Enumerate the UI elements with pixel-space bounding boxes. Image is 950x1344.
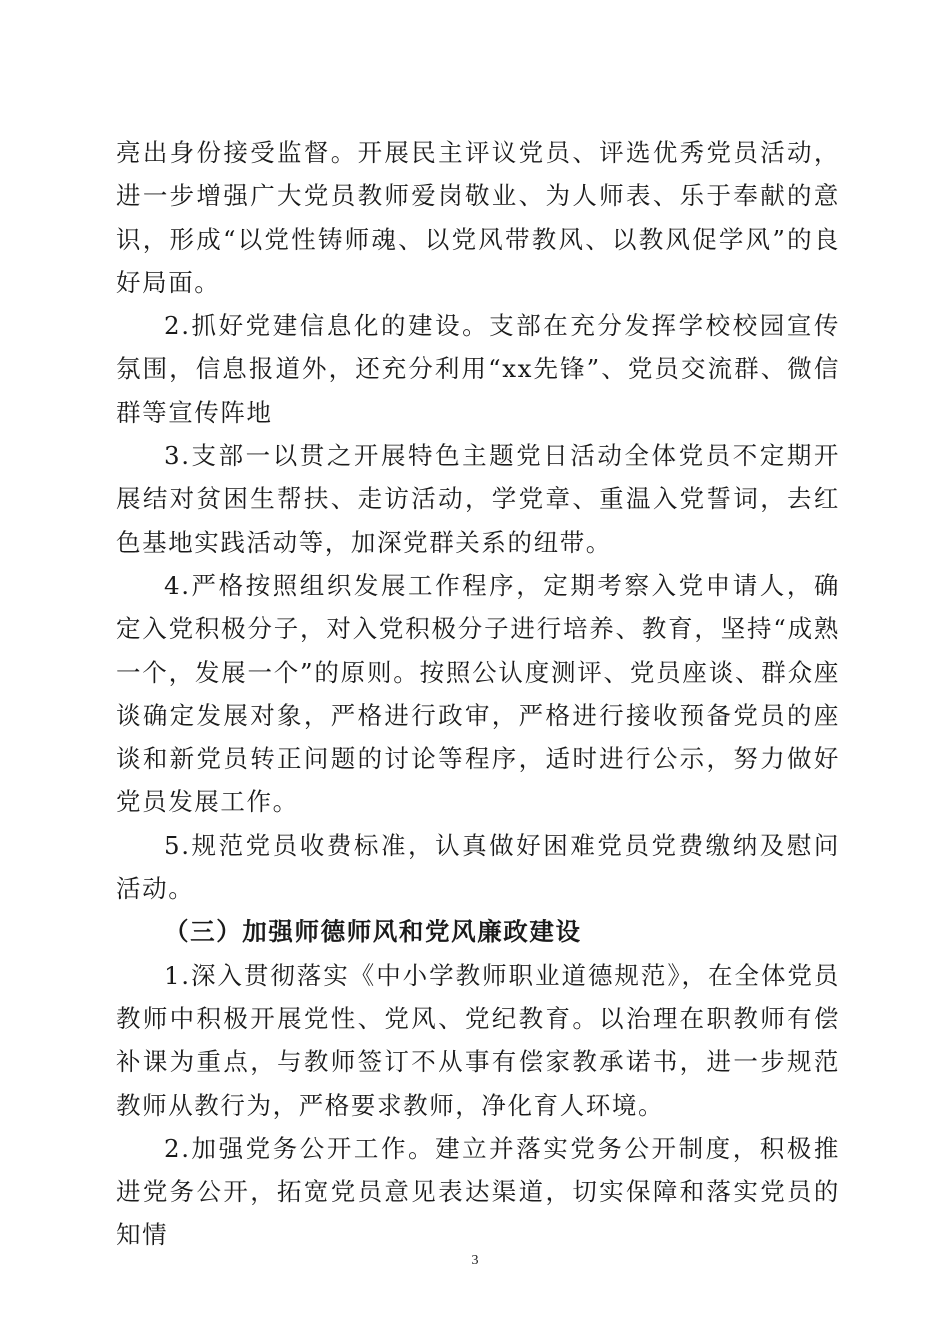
body-text [116,131,840,1257]
page-number: 3 [471,1253,479,1268]
list-item-5: 5.规范党员收费标准，认真做好困难党员党费缴纳及慰问活动。 [116,830,840,904]
list-item-4: 4.严格按照组织发展工作程序，定期考察入党申请人，确定入党积极分子，对入党积极分子进行培养、教育，坚持“成熟一个，发展一个”的原则。按照公认度测评、党员座谈、群众座谈确定发展对象，严格进行政审，严格进行接收预备党员的座谈和新党员转正问题的讨论等程序，适时进行公示，努力做好党员发展工作。 [116,570,840,817]
section-item-2: 2.加强党务公开工作。建立并落实党务公开制度，积极推进党务公开，拓宽党员意见表达渠道，切实保障和落实党员的知情 [116,1133,840,1250]
list-item-3: 3.支部一以贯之开展特色主题党日活动全体党员不定期开展结对贫困生帮扶、走访活动，学党章、重温入党誓词，去红色基地实践活动等，加深党群关系的纽带。 [116,441,840,557]
list-item-2: 2.抓好党建信息化的建设。支部在充分发挥学校校园宣传氛围，信息报道外，还充分利用“xx先锋”、党员交流群、微信群等宣传阵地 [116,311,840,427]
section-heading: （三）加强师德师风和党风廉政建设 [164,917,582,947]
paragraph-continuation: 亮出身份接受监督。开展民主评议党员、评选优秀党员活动，进一步增强广大党员教师爱岗敬业、为人师表、乐于奉献的意识，形成“以党性铸师魂、以党风带教风、以教风促学风”的良好局面。 [116,138,840,297]
section-item-1: 1.深入贯彻落实《中小学教师职业道德规范》，在全体党员教师中积极开展党性、党风、党纪教育。以治理在职教师有偿补课为重点，与教师签订不从事有偿家教承诺书，进一步规范教师从教行为，严格要求教师，净化育人环境。 [116,960,840,1120]
